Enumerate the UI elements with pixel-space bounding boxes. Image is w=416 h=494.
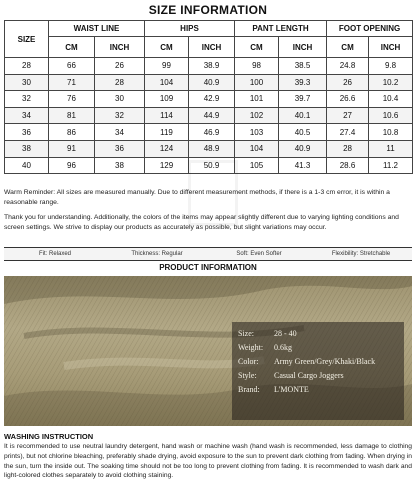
measurement-cell: 105 <box>235 157 279 174</box>
measurement-cell: 39.3 <box>279 74 327 91</box>
measurement-cell: 101 <box>235 91 279 108</box>
spec-weight: Weight: 0.6kg <box>238 343 292 352</box>
spec-color: Color: Army Green/Grey/Khaki/Black <box>238 357 376 366</box>
measurement-cell: 26.6 <box>327 91 369 108</box>
measurement-cell: 32 <box>95 107 145 124</box>
spec-style: Style: Casual Cargo Joggers <box>238 371 344 380</box>
measurement-cell: 27.4 <box>327 124 369 141</box>
measurement-cell: 103 <box>235 124 279 141</box>
product-spec-panel <box>232 322 404 420</box>
measurement-cell: 42.9 <box>189 91 235 108</box>
measurement-cell: 91 <box>49 140 95 157</box>
measurement-cell: 10.6 <box>369 107 413 124</box>
warm-reminder-text: Warm Reminder: All sizes are measured manually. Due to different measurement methods, if there is a 1-3 cm error, it is within a reasonable range. <box>4 189 390 206</box>
washing-text: It is recommended to use neutral laundry detergent, hand wash or machine wash (hand wash is recommended, less damage to clothing prints), but not chlorine bleaching, preferably shade drying, avoid exposure to the sun to prevent dark clothing from fading. When drying in the sun, turn the inside out. The soaking time should not be too long to prevent clothing from fading. It is recommended to wash dark and light-colored clothes separately to avoid clothing staining. <box>4 443 412 480</box>
measurement-cell: 100 <box>235 74 279 91</box>
measurement-cell: 86 <box>49 124 95 141</box>
subheader-cell: CM <box>145 37 189 58</box>
measurement-cell: 11.2 <box>369 157 413 174</box>
measurement-cell: 28 <box>327 140 369 157</box>
table-row <box>5 124 413 141</box>
measurement-cell: 27 <box>327 107 369 124</box>
table-row <box>5 91 413 108</box>
spec-brand: Brand: L'MONTE <box>238 385 309 394</box>
subheader-cell: INCH <box>95 37 145 58</box>
header-size: SIZE <box>5 21 49 58</box>
table-row <box>5 74 413 91</box>
measurement-cell: 119 <box>145 124 189 141</box>
size-cell: 28 <box>5 58 49 75</box>
measurement-cell: 66 <box>49 58 95 75</box>
measurement-cell: 71 <box>49 74 95 91</box>
feature-flexibility: Flexibility: Stretchable <box>331 251 391 257</box>
header-foot-opening: FOOT OPENING <box>327 21 413 37</box>
size-cell: 40 <box>5 157 49 174</box>
subheader-cell: CM <box>327 37 369 58</box>
measurement-cell: 109 <box>145 91 189 108</box>
feature-thickness: Thickness: Regular <box>131 251 183 257</box>
measurement-cell: 24.8 <box>327 58 369 75</box>
feature-softness: Soft: Even Softer <box>236 251 282 257</box>
table-row <box>5 140 413 157</box>
measurement-cell: 10.4 <box>369 91 413 108</box>
table-row <box>5 107 413 124</box>
measurement-cell: 30 <box>95 91 145 108</box>
measurement-cell: 36 <box>95 140 145 157</box>
measurement-cell: 9.8 <box>369 58 413 75</box>
size-cell: 38 <box>5 140 49 157</box>
measurement-cell: 34 <box>95 124 145 141</box>
measurement-cell: 10.2 <box>369 74 413 91</box>
measurement-cell: 41.3 <box>279 157 327 174</box>
table-subheader-row <box>5 37 413 58</box>
measurement-cell: 50.9 <box>189 157 235 174</box>
features-bar <box>4 247 412 261</box>
table-body <box>5 58 413 174</box>
header-pant-length: PANT LENGTH <box>235 21 327 37</box>
measurement-cell: 40.9 <box>279 140 327 157</box>
size-cell: 32 <box>5 91 49 108</box>
size-table <box>4 20 413 174</box>
color-disclaimer-text: Thank you for understanding. Additionally, the colors of the items may appear slightly different due to varying lighting conditions and screen settings. We strive to display our products as accurately as possible, but slight variations may occur. <box>4 214 399 231</box>
measurement-cell: 10.8 <box>369 124 413 141</box>
subheader-cell: INCH <box>189 37 235 58</box>
subheader-cell: CM <box>235 37 279 58</box>
table-row <box>5 58 413 75</box>
measurement-cell: 81 <box>49 107 95 124</box>
size-cell: 34 <box>5 107 49 124</box>
header-waist: WAIST LINE <box>49 21 145 37</box>
measurement-cell: 96 <box>49 157 95 174</box>
measurement-cell: 99 <box>145 58 189 75</box>
measurement-cell: 39.7 <box>279 91 327 108</box>
measurement-cell: 48.9 <box>189 140 235 157</box>
measurement-cell: 46.9 <box>189 124 235 141</box>
measurement-cell: 38 <box>95 157 145 174</box>
feature-fit: Fit: Relaxed <box>38 251 71 257</box>
measurement-cell: 26 <box>327 74 369 91</box>
subheader-cell: INCH <box>279 37 327 58</box>
measurement-cell: 26 <box>95 58 145 75</box>
fabric-photo <box>4 276 412 426</box>
measurement-cell: 129 <box>145 157 189 174</box>
measurement-cell: 11 <box>369 140 413 157</box>
measurement-cell: 102 <box>235 107 279 124</box>
measurement-cell: 40.5 <box>279 124 327 141</box>
subheader-cell: INCH <box>369 37 413 58</box>
header-hips: HIPS <box>145 21 235 37</box>
measurement-cell: 28.6 <box>327 157 369 174</box>
size-cell: 36 <box>5 124 49 141</box>
measurement-cell: 38.9 <box>189 58 235 75</box>
measurement-cell: 40.9 <box>189 74 235 91</box>
measurement-cell: 28 <box>95 74 145 91</box>
measurement-cell: 98 <box>235 58 279 75</box>
table-header-row <box>5 21 413 37</box>
page-title: SIZE INFORMATION <box>148 3 268 17</box>
measurement-cell: 104 <box>145 74 189 91</box>
washing-heading: WASHING INSTRUCTION <box>4 432 94 441</box>
subheader-cell: CM <box>49 37 95 58</box>
product-info-heading: PRODUCT INFORMATION <box>159 263 257 272</box>
measurement-cell: 104 <box>235 140 279 157</box>
measurement-cell: 124 <box>145 140 189 157</box>
measurement-cell: 40.1 <box>279 107 327 124</box>
measurement-cell: 38.5 <box>279 58 327 75</box>
size-cell: 30 <box>5 74 49 91</box>
measurement-cell: 114 <box>145 107 189 124</box>
measurement-cell: 44.9 <box>189 107 235 124</box>
spec-size: Size: 28 - 40 <box>238 329 297 338</box>
measurement-cell: 76 <box>49 91 95 108</box>
